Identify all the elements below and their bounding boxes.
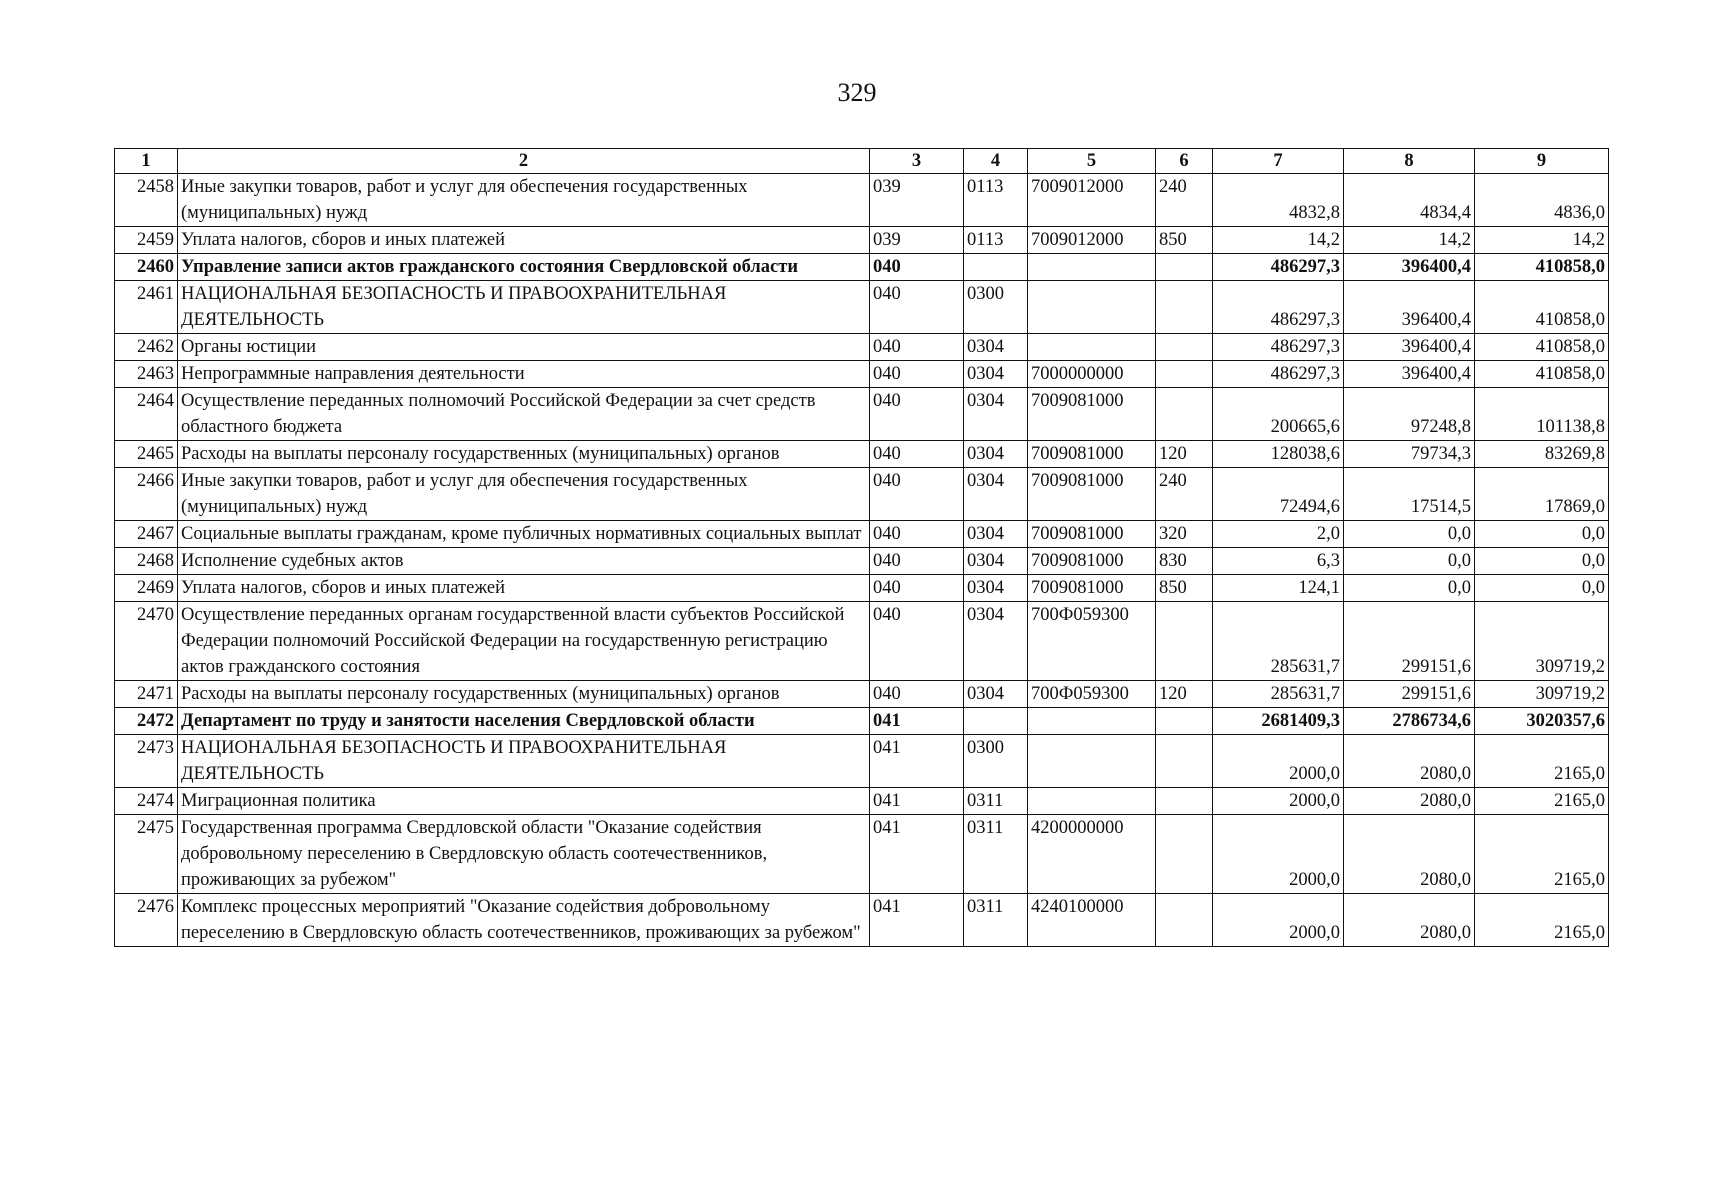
expense-type-cell: 850 <box>1156 227 1213 254</box>
table-row <box>115 361 1609 388</box>
row-number-cell: 2474 <box>115 788 178 815</box>
table-row <box>115 174 1609 227</box>
column-header: 1 <box>115 149 178 174</box>
row-number-cell: 2467 <box>115 521 178 548</box>
expense-type-cell: 120 <box>1156 441 1213 468</box>
table-body <box>115 174 1609 947</box>
expense-type-cell: 120 <box>1156 681 1213 708</box>
admin-code-cell: 040 <box>870 602 964 681</box>
table-row <box>115 708 1609 735</box>
row-number-cell: 2466 <box>115 468 178 521</box>
amount-col8-cell: 2080,0 <box>1344 735 1475 788</box>
column-header: 8 <box>1344 149 1475 174</box>
section-code-cell: 0113 <box>964 174 1028 227</box>
row-number-cell: 2470 <box>115 602 178 681</box>
target-article-cell: 7009081000 <box>1028 468 1156 521</box>
amount-col8-cell: 396400,4 <box>1344 361 1475 388</box>
target-article-cell: 7000000000 <box>1028 361 1156 388</box>
row-number-cell: 2459 <box>115 227 178 254</box>
row-number-cell: 2461 <box>115 281 178 334</box>
target-article-cell: 7009081000 <box>1028 548 1156 575</box>
amount-col7-cell: 124,1 <box>1213 575 1344 602</box>
budget-table <box>114 148 1609 947</box>
admin-code-cell: 040 <box>870 254 964 281</box>
table-row <box>115 254 1609 281</box>
column-header: 5 <box>1028 149 1156 174</box>
amount-col7-cell: 486297,3 <box>1213 281 1344 334</box>
item-name-cell: Социальные выплаты гражданам, кроме публичных нормативных социальных выплат <box>178 521 870 548</box>
row-number-cell: 2464 <box>115 388 178 441</box>
amount-col7-cell: 200665,6 <box>1213 388 1344 441</box>
admin-code-cell: 041 <box>870 735 964 788</box>
admin-code-cell: 040 <box>870 361 964 388</box>
amount-col7-cell: 2000,0 <box>1213 735 1344 788</box>
amount-col9-cell: 3020357,6 <box>1475 708 1609 735</box>
amount-col8-cell: 299151,6 <box>1344 602 1475 681</box>
section-code-cell: 0300 <box>964 281 1028 334</box>
item-name-cell: Осуществление переданных органам государственной власти субъектов Российской Федерации полномочий Российской Федерации на государственную регистрацию актов гражданского состояния <box>178 602 870 681</box>
column-header: 6 <box>1156 149 1213 174</box>
amount-col8-cell: 2080,0 <box>1344 894 1475 947</box>
target-article-cell: 7009012000 <box>1028 227 1156 254</box>
row-number-cell: 2476 <box>115 894 178 947</box>
item-name-cell: Расходы на выплаты персоналу государственных (муниципальных) органов <box>178 441 870 468</box>
target-article-cell: 4240100000 <box>1028 894 1156 947</box>
amount-col7-cell: 285631,7 <box>1213 681 1344 708</box>
column-header: 3 <box>870 149 964 174</box>
item-name-cell: Миграционная политика <box>178 788 870 815</box>
table-row <box>115 441 1609 468</box>
target-article-cell: 4200000000 <box>1028 815 1156 894</box>
admin-code-cell: 039 <box>870 174 964 227</box>
row-number-cell: 2462 <box>115 334 178 361</box>
amount-col8-cell: 2786734,6 <box>1344 708 1475 735</box>
amount-col8-cell: 14,2 <box>1344 227 1475 254</box>
row-number-cell: 2469 <box>115 575 178 602</box>
admin-code-cell: 040 <box>870 334 964 361</box>
item-name-cell: Иные закупки товаров, работ и услуг для обеспечения государственных (муниципальных) нужд <box>178 468 870 521</box>
column-header: 2 <box>178 149 870 174</box>
amount-col9-cell: 410858,0 <box>1475 281 1609 334</box>
target-article-cell <box>1028 254 1156 281</box>
target-article-cell: 700Ф059300 <box>1028 681 1156 708</box>
amount-col7-cell: 4832,8 <box>1213 174 1344 227</box>
admin-code-cell: 041 <box>870 894 964 947</box>
row-number-cell: 2475 <box>115 815 178 894</box>
expense-type-cell: 240 <box>1156 174 1213 227</box>
section-code-cell: 0304 <box>964 334 1028 361</box>
expense-type-cell <box>1156 388 1213 441</box>
section-code-cell: 0311 <box>964 788 1028 815</box>
target-article-cell: 7009081000 <box>1028 388 1156 441</box>
table-row <box>115 388 1609 441</box>
amount-col7-cell: 2000,0 <box>1213 894 1344 947</box>
amount-col9-cell: 410858,0 <box>1475 361 1609 388</box>
amount-col8-cell: 2080,0 <box>1344 788 1475 815</box>
target-article-cell: 7009012000 <box>1028 174 1156 227</box>
section-code-cell: 0311 <box>964 894 1028 947</box>
row-number-cell: 2463 <box>115 361 178 388</box>
expense-type-cell <box>1156 602 1213 681</box>
expense-type-cell <box>1156 254 1213 281</box>
admin-code-cell: 040 <box>870 441 964 468</box>
amount-col8-cell: 0,0 <box>1344 521 1475 548</box>
amount-col8-cell: 299151,6 <box>1344 681 1475 708</box>
expense-type-cell <box>1156 361 1213 388</box>
amount-col9-cell: 309719,2 <box>1475 602 1609 681</box>
amount-col8-cell: 4834,4 <box>1344 174 1475 227</box>
amount-col9-cell: 410858,0 <box>1475 334 1609 361</box>
amount-col7-cell: 486297,3 <box>1213 334 1344 361</box>
admin-code-cell: 041 <box>870 788 964 815</box>
target-article-cell <box>1028 788 1156 815</box>
amount-col7-cell: 128038,6 <box>1213 441 1344 468</box>
target-article-cell: 7009081000 <box>1028 575 1156 602</box>
item-name-cell: Непрограммные направления деятельности <box>178 361 870 388</box>
amount-col7-cell: 2000,0 <box>1213 788 1344 815</box>
amount-col9-cell: 0,0 <box>1475 521 1609 548</box>
amount-col9-cell: 2165,0 <box>1475 735 1609 788</box>
item-name-cell: Расходы на выплаты персоналу государственных (муниципальных) органов <box>178 681 870 708</box>
item-name-cell: НАЦИОНАЛЬНАЯ БЕЗОПАСНОСТЬ И ПРАВООХРАНИТЕЛЬНАЯ ДЕЯТЕЛЬНОСТЬ <box>178 281 870 334</box>
target-article-cell <box>1028 334 1156 361</box>
table-row <box>115 575 1609 602</box>
amount-col8-cell: 2080,0 <box>1344 815 1475 894</box>
section-code-cell <box>964 254 1028 281</box>
table-row <box>115 602 1609 681</box>
row-number-cell: 2472 <box>115 708 178 735</box>
expense-type-cell: 830 <box>1156 548 1213 575</box>
expense-type-cell <box>1156 815 1213 894</box>
section-code-cell: 0304 <box>964 521 1028 548</box>
amount-col7-cell: 2000,0 <box>1213 815 1344 894</box>
expense-type-cell: 240 <box>1156 468 1213 521</box>
admin-code-cell: 039 <box>870 227 964 254</box>
table-row <box>115 815 1609 894</box>
section-code-cell: 0304 <box>964 468 1028 521</box>
table-row <box>115 334 1609 361</box>
item-name-cell: Департамент по труду и занятости населения Свердловской области <box>178 708 870 735</box>
header-row <box>115 149 1609 174</box>
amount-col9-cell: 4836,0 <box>1475 174 1609 227</box>
expense-type-cell <box>1156 708 1213 735</box>
admin-code-cell: 040 <box>870 521 964 548</box>
section-code-cell: 0304 <box>964 548 1028 575</box>
table-row <box>115 735 1609 788</box>
amount-col9-cell: 2165,0 <box>1475 894 1609 947</box>
amount-col7-cell: 2,0 <box>1213 521 1344 548</box>
target-article-cell <box>1028 735 1156 788</box>
table-row <box>115 521 1609 548</box>
row-number-cell: 2460 <box>115 254 178 281</box>
row-number-cell: 2473 <box>115 735 178 788</box>
amount-col9-cell: 0,0 <box>1475 575 1609 602</box>
expense-type-cell <box>1156 788 1213 815</box>
row-number-cell: 2458 <box>115 174 178 227</box>
expense-type-cell: 320 <box>1156 521 1213 548</box>
amount-col9-cell: 309719,2 <box>1475 681 1609 708</box>
expense-type-cell <box>1156 735 1213 788</box>
amount-col7-cell: 285631,7 <box>1213 602 1344 681</box>
section-code-cell: 0300 <box>964 735 1028 788</box>
amount-col9-cell: 83269,8 <box>1475 441 1609 468</box>
row-number-cell: 2465 <box>115 441 178 468</box>
admin-code-cell: 041 <box>870 708 964 735</box>
table-row <box>115 227 1609 254</box>
expense-type-cell <box>1156 281 1213 334</box>
item-name-cell: Уплата налогов, сборов и иных платежей <box>178 575 870 602</box>
section-code-cell: 0304 <box>964 602 1028 681</box>
admin-code-cell: 040 <box>870 468 964 521</box>
amount-col7-cell: 6,3 <box>1213 548 1344 575</box>
target-article-cell: 700Ф059300 <box>1028 602 1156 681</box>
column-header: 7 <box>1213 149 1344 174</box>
amount-col9-cell: 410858,0 <box>1475 254 1609 281</box>
item-name-cell: Уплата налогов, сборов и иных платежей <box>178 227 870 254</box>
section-code-cell: 0304 <box>964 361 1028 388</box>
table-row <box>115 788 1609 815</box>
section-code-cell: 0304 <box>964 681 1028 708</box>
amount-col9-cell: 2165,0 <box>1475 788 1609 815</box>
row-number-cell: 2468 <box>115 548 178 575</box>
section-code-cell: 0304 <box>964 575 1028 602</box>
amount-col9-cell: 2165,0 <box>1475 815 1609 894</box>
expense-type-cell <box>1156 334 1213 361</box>
amount-col8-cell: 79734,3 <box>1344 441 1475 468</box>
target-article-cell <box>1028 708 1156 735</box>
target-article-cell: 7009081000 <box>1028 441 1156 468</box>
amount-col7-cell: 486297,3 <box>1213 254 1344 281</box>
item-name-cell: Иные закупки товаров, работ и услуг для обеспечения государственных (муниципальных) нужд <box>178 174 870 227</box>
table-row <box>115 681 1609 708</box>
amount-col9-cell: 0,0 <box>1475 548 1609 575</box>
amount-col8-cell: 0,0 <box>1344 575 1475 602</box>
amount-col8-cell: 396400,4 <box>1344 281 1475 334</box>
section-code-cell: 0304 <box>964 441 1028 468</box>
admin-code-cell: 040 <box>870 575 964 602</box>
admin-code-cell: 040 <box>870 281 964 334</box>
amount-col7-cell: 486297,3 <box>1213 361 1344 388</box>
amount-col9-cell: 101138,8 <box>1475 388 1609 441</box>
target-article-cell: 7009081000 <box>1028 521 1156 548</box>
amount-col8-cell: 0,0 <box>1344 548 1475 575</box>
page-number: 329 <box>837 78 877 107</box>
amount-col7-cell: 72494,6 <box>1213 468 1344 521</box>
column-header: 9 <box>1475 149 1609 174</box>
amount-col8-cell: 97248,8 <box>1344 388 1475 441</box>
section-code-cell: 0113 <box>964 227 1028 254</box>
amount-col9-cell: 14,2 <box>1475 227 1609 254</box>
section-code-cell: 0311 <box>964 815 1028 894</box>
amount-col7-cell: 2681409,3 <box>1213 708 1344 735</box>
item-name-cell: Государственная программа Свердловской области "Оказание содействия добровольному переселению в Свердловскую область соотечественников, проживающих за рубежом" <box>178 815 870 894</box>
item-name-cell: Комплекс процессных мероприятий "Оказание содействия добровольному переселению в Свердловскую область соотечественников, проживающих за рубежом" <box>178 894 870 947</box>
section-code-cell: 0304 <box>964 388 1028 441</box>
admin-code-cell: 040 <box>870 548 964 575</box>
amount-col8-cell: 396400,4 <box>1344 254 1475 281</box>
amount-col8-cell: 17514,5 <box>1344 468 1475 521</box>
amount-col8-cell: 396400,4 <box>1344 334 1475 361</box>
expense-type-cell: 850 <box>1156 575 1213 602</box>
expense-type-cell <box>1156 894 1213 947</box>
item-name-cell: Осуществление переданных полномочий Российской Федерации за счет средств областного бюджета <box>178 388 870 441</box>
item-name-cell: Управление записи актов гражданского состояния Свердловской области <box>178 254 870 281</box>
item-name-cell: НАЦИОНАЛЬНАЯ БЕЗОПАСНОСТЬ И ПРАВООХРАНИТЕЛЬНАЯ ДЕЯТЕЛЬНОСТЬ <box>178 735 870 788</box>
amount-col9-cell: 17869,0 <box>1475 468 1609 521</box>
amount-col7-cell: 14,2 <box>1213 227 1344 254</box>
admin-code-cell: 041 <box>870 815 964 894</box>
admin-code-cell: 040 <box>870 681 964 708</box>
row-number-cell: 2471 <box>115 681 178 708</box>
table-row <box>115 548 1609 575</box>
section-code-cell <box>964 708 1028 735</box>
target-article-cell <box>1028 281 1156 334</box>
item-name-cell: Исполнение судебных актов <box>178 548 870 575</box>
table-row <box>115 281 1609 334</box>
table-row <box>115 894 1609 947</box>
table-row <box>115 468 1609 521</box>
item-name-cell: Органы юстиции <box>178 334 870 361</box>
admin-code-cell: 040 <box>870 388 964 441</box>
column-header: 4 <box>964 149 1028 174</box>
